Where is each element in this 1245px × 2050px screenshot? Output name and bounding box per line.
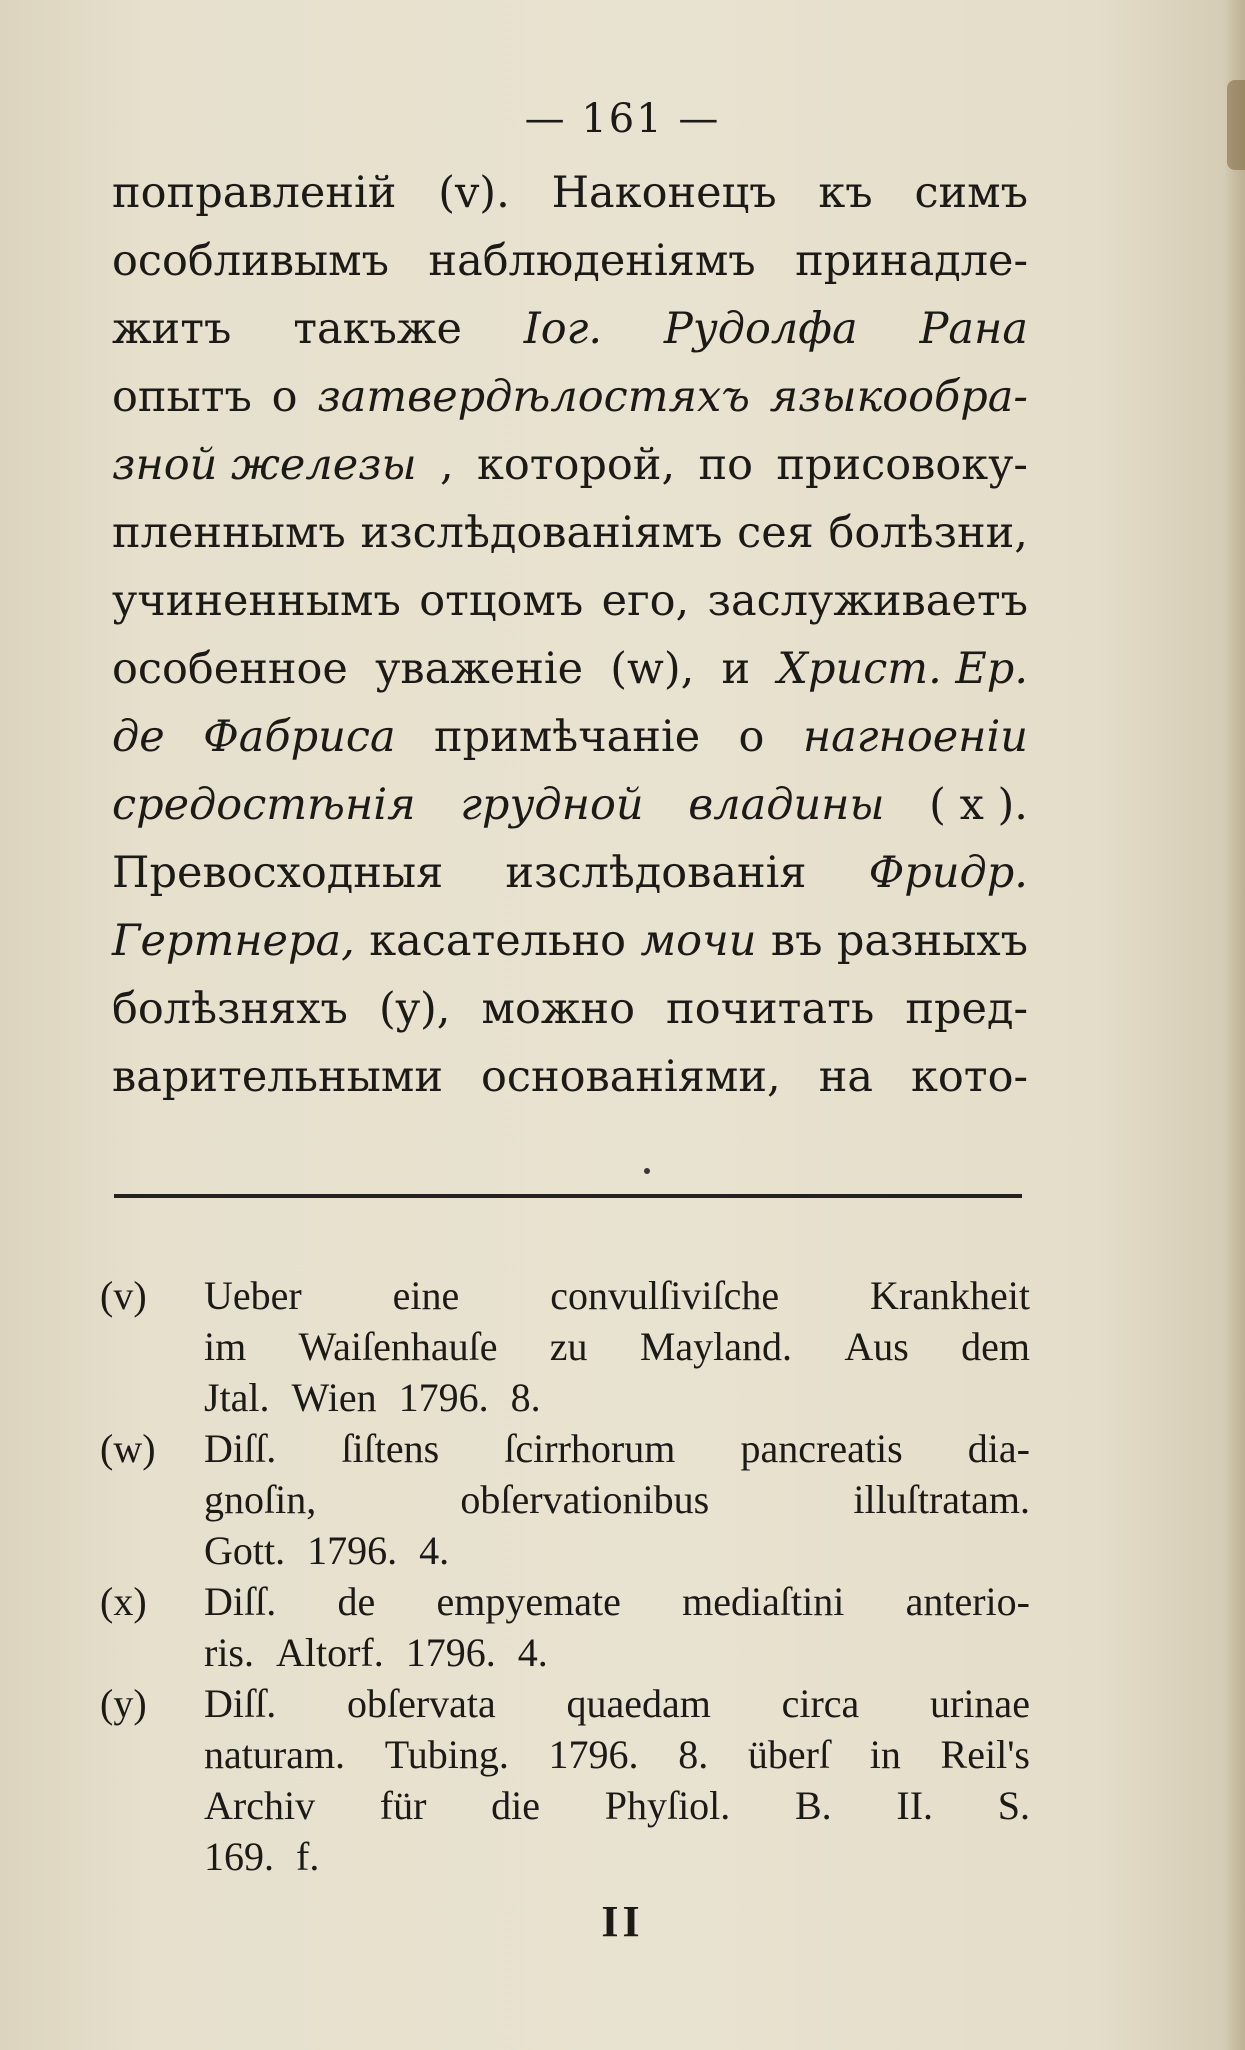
text-line <box>112 304 1028 372</box>
footnote-word: 8. <box>510 1375 541 1420</box>
text-word: пленнымъ <box>112 508 346 558</box>
text-word: пред- <box>905 984 1028 1034</box>
footnote-word: Tubing. <box>384 1732 509 1777</box>
footnote-word: obſervationibus <box>460 1477 710 1522</box>
text-word: которой, <box>476 440 676 490</box>
footnote-word: ris. <box>204 1630 254 1675</box>
text-word: на <box>818 1052 873 1102</box>
footnote-word: B. <box>795 1783 832 1828</box>
text-word: болѣзняхъ <box>112 984 348 1034</box>
footnote-mark: (w) <box>100 1426 156 1471</box>
text-word: по <box>698 440 754 490</box>
footnote-line <box>204 1423 1030 1474</box>
footnote-word: Altorf. <box>276 1630 384 1675</box>
text-word: де <box>112 712 165 762</box>
text-word: къ <box>818 168 873 218</box>
footnote-word: Diſſ. <box>204 1579 277 1624</box>
text-word: о <box>738 712 765 762</box>
footnote-line <box>204 1321 1030 1372</box>
footnote-word: de <box>337 1579 376 1624</box>
footnote-word: dia- <box>967 1426 1030 1471</box>
text-word: и <box>721 644 751 694</box>
footnote-word: f. <box>296 1834 320 1879</box>
text-word: (y), <box>378 984 451 1034</box>
footnote <box>100 1423 1030 1576</box>
text-word: (v). <box>438 168 510 218</box>
text-word: Іог. <box>523 304 603 354</box>
text-line <box>112 712 1028 780</box>
footnote-word: Reil's <box>940 1732 1030 1777</box>
footnote-word: circa <box>781 1681 860 1726</box>
text-word: варительными <box>112 1052 443 1102</box>
footnotes-block <box>100 1270 1030 1882</box>
text-word: Рудолфа <box>663 304 858 354</box>
text-word: такъже <box>293 304 462 354</box>
text-word: особенное <box>112 644 348 694</box>
text-line <box>112 644 1028 712</box>
text-word: ( x ). <box>929 780 1028 830</box>
text-word: кото- <box>911 1052 1028 1102</box>
footnote-word: Krankheit <box>870 1273 1030 1318</box>
text-word: средостѣнія <box>112 780 416 830</box>
footnote-word: Diſſ. <box>204 1426 277 1471</box>
footnote-word: pancreatis <box>740 1426 903 1471</box>
text-word: (w), <box>610 644 695 694</box>
footnote-word: für <box>379 1783 427 1828</box>
footnote-word: II. <box>896 1783 934 1828</box>
ink-speck <box>644 1168 650 1174</box>
text-word: сея <box>737 508 814 558</box>
page-number: — 161 — <box>524 96 721 142</box>
text-line <box>112 984 1028 1052</box>
footnote-word: zu <box>549 1324 588 1369</box>
footnote-line <box>204 1270 1030 1321</box>
footnote-word: Gott. <box>204 1528 286 1573</box>
footnote-word: 8. <box>678 1732 709 1777</box>
footnote-word: convulſiviſche <box>550 1273 780 1318</box>
footnote-line <box>204 1627 1030 1678</box>
footnote-word: die <box>491 1783 540 1828</box>
text-word: Фридр. <box>868 848 1028 898</box>
footnote-word: Ueber <box>204 1273 302 1318</box>
footnote-word: Wien <box>291 1375 377 1420</box>
text-word: затвердѣлостяхъ <box>317 372 750 422</box>
text-word: учиненнымъ <box>112 576 401 626</box>
text-word: Превосходныя <box>112 848 444 898</box>
text-word: особливымъ <box>112 236 389 286</box>
text-word: его, <box>601 576 690 626</box>
footnote-word: 4. <box>419 1528 450 1573</box>
footnote-word: naturam. <box>204 1732 346 1777</box>
text-line <box>112 440 1028 508</box>
text-word: отцомъ <box>419 576 584 626</box>
text-word: Наконецъ <box>551 168 777 218</box>
footnote-word: urinae <box>930 1681 1030 1726</box>
text-word: касательно <box>369 916 627 966</box>
footnote-word: 1796. <box>548 1732 639 1777</box>
footnote-word: ſiſtens <box>341 1426 440 1471</box>
text-line <box>112 372 1028 440</box>
text-word: уваженіе <box>375 644 584 694</box>
footnote-word: 1796. <box>307 1528 398 1573</box>
text-word: житъ <box>112 304 232 354</box>
footnote-separator-rule <box>114 1194 1022 1198</box>
text-word: Фабриса <box>203 712 396 762</box>
footnote-word: Mayland. <box>639 1324 793 1369</box>
text-word: , <box>439 440 454 490</box>
footnote-line <box>204 1474 1030 1525</box>
footnote-body <box>204 1576 1030 1678</box>
text-word: присовоку- <box>776 440 1028 490</box>
text-word: языкообра- <box>769 372 1028 422</box>
footnote-line <box>204 1729 1030 1780</box>
footnote-word: obſervata <box>346 1681 496 1726</box>
footnote-word: Jtal. <box>204 1375 270 1420</box>
footnote-word: im <box>204 1324 247 1369</box>
footnote-word: 1796. <box>398 1375 489 1420</box>
text-line <box>112 848 1028 916</box>
text-word: грудной <box>460 780 644 830</box>
footnote-word: Phyſiol. <box>604 1783 731 1828</box>
text-word: изслѣдованіямъ <box>360 508 723 558</box>
footnote-word: überſ <box>747 1732 831 1777</box>
text-word: мочи <box>640 916 757 966</box>
main-text-block <box>112 168 1028 1120</box>
text-word: разныхъ <box>836 916 1028 966</box>
footnote-word: gnoſin, <box>204 1477 317 1522</box>
text-word: Рана <box>919 304 1028 354</box>
footnote-word: Aus <box>844 1324 909 1369</box>
text-word: Гертнера, <box>112 916 355 966</box>
page-edge-shadow <box>1223 0 1245 2050</box>
footnote-word: S. <box>997 1783 1030 1828</box>
footnote-word: anterio- <box>905 1579 1030 1624</box>
footnote-body <box>204 1423 1030 1576</box>
text-word: заслуживаетъ <box>707 576 1028 626</box>
footnote-mark: (x) <box>100 1579 147 1624</box>
text-word: изслѣдованія <box>505 848 807 898</box>
footnote-line <box>204 1831 1030 1882</box>
text-line <box>112 780 1028 848</box>
footnote <box>100 1576 1030 1678</box>
footnote-word: mediaſtini <box>682 1579 845 1624</box>
footnote-mark: (v) <box>100 1273 147 1318</box>
footnote-word: 1796. <box>405 1630 496 1675</box>
text-word: Христ. Ер. <box>777 644 1028 694</box>
footnote-word: dem <box>961 1324 1030 1369</box>
footnote-word: quaedam <box>566 1681 711 1726</box>
signature-mark: II <box>601 1897 644 1946</box>
footnote-word: Archiv <box>204 1783 316 1828</box>
text-line <box>112 508 1028 576</box>
footnote-body <box>204 1270 1030 1423</box>
footnote-word: empyemate <box>436 1579 621 1624</box>
footnote-line <box>204 1525 1030 1576</box>
text-word: болѣзни, <box>828 508 1028 558</box>
footnote-line <box>204 1678 1030 1729</box>
footnote-word: ſcirrhorum <box>504 1426 676 1471</box>
text-word: о <box>271 372 298 422</box>
text-word: владины <box>688 780 885 830</box>
text-word: принадле- <box>795 236 1028 286</box>
footnote-word: illuſtratam. <box>853 1477 1030 1522</box>
footnote-line <box>204 1576 1030 1627</box>
text-word: почитать <box>666 984 875 1034</box>
text-word: опытъ <box>112 372 252 422</box>
text-word: поправленій <box>112 168 397 218</box>
text-word: основаніями, <box>481 1052 781 1102</box>
text-word: можно <box>481 984 635 1034</box>
footnote <box>100 1678 1030 1882</box>
text-word: симъ <box>914 168 1028 218</box>
text-line <box>112 168 1028 236</box>
footnote-word: Diſſ. <box>204 1681 277 1726</box>
footnote-mark: (y) <box>100 1681 147 1726</box>
text-word: нагноеніи <box>802 712 1028 762</box>
text-word: зной железы <box>112 440 417 490</box>
footnote-line <box>204 1372 1030 1423</box>
text-line <box>112 236 1028 304</box>
footnote-word: 169. <box>204 1834 274 1879</box>
footnote-word: eine <box>392 1273 460 1318</box>
text-line <box>112 916 1028 984</box>
footnote-body <box>204 1678 1030 1882</box>
footnote-line <box>204 1780 1030 1831</box>
footnote-word: in <box>869 1732 901 1777</box>
text-word: въ <box>770 916 823 966</box>
text-line <box>112 576 1028 644</box>
text-word: наблюденіямъ <box>428 236 756 286</box>
text-line <box>112 1052 1028 1120</box>
text-word: примѣчаніе <box>434 712 701 762</box>
footnote-word: Waiſenhauſe <box>298 1324 498 1369</box>
footnote <box>100 1270 1030 1423</box>
footnote-word: 4. <box>517 1630 548 1675</box>
